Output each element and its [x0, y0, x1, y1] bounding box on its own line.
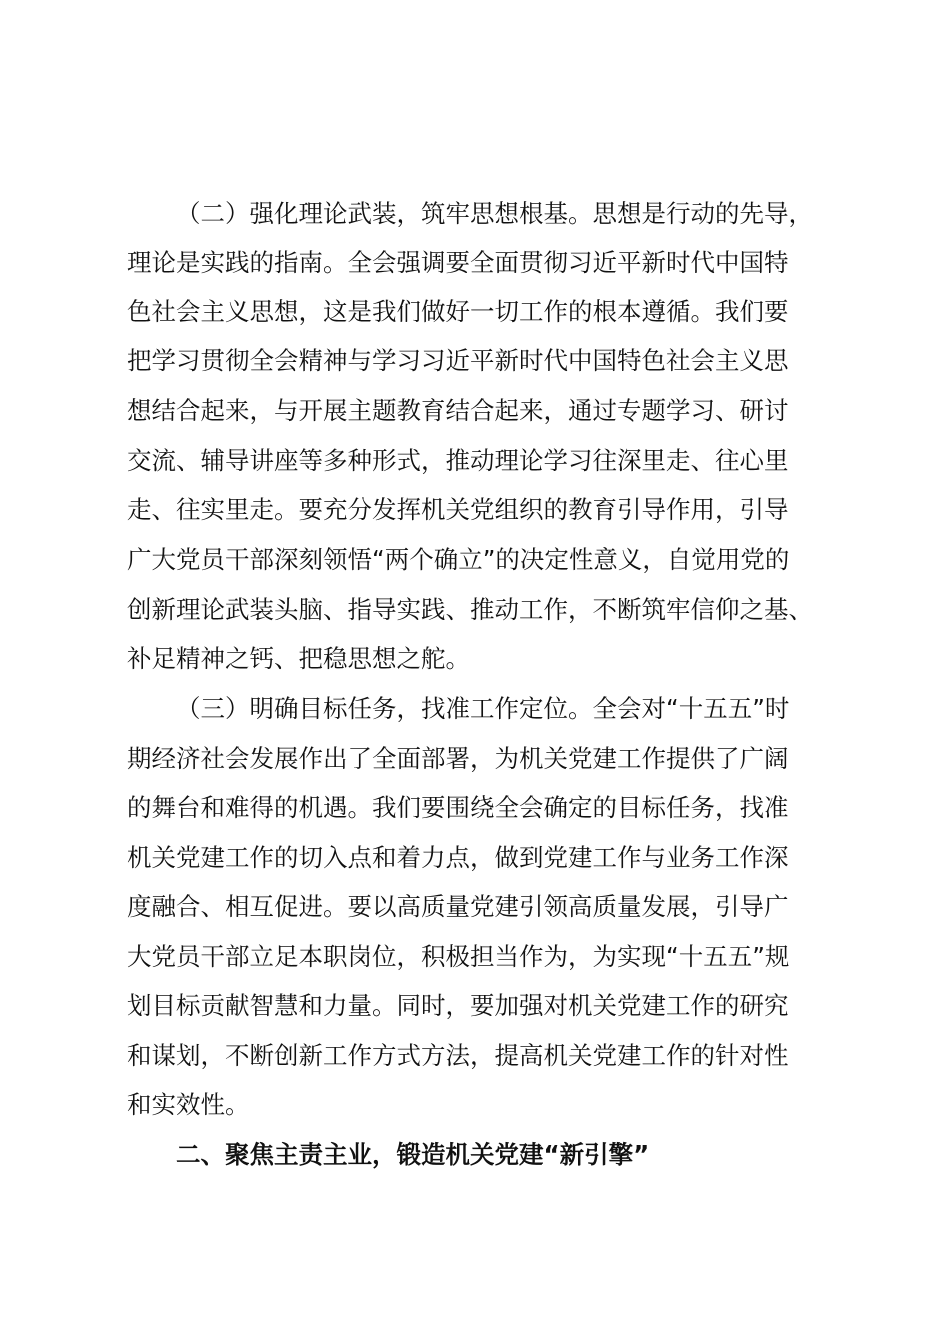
- text-line: 走、往实里走。要充分发挥机关党组织的教育引导作用，引导: [127, 495, 789, 524]
- text-line: 和谋划，不断创新工作方式方法，提高机关党建工作的针对性: [127, 1041, 789, 1070]
- text-line: （二）强化理论武装，筑牢思想根基。思想是行动的先导，: [176, 199, 813, 228]
- text-line: 色社会主义思想，这是我们做好一切工作的根本遵循。我们要: [127, 297, 789, 326]
- text-line: 期经济社会发展作出了全面部署，为机关党建工作提供了广阔: [127, 744, 789, 773]
- text-line: 划目标贡献智慧和力量。同时，要加强对机关党建工作的研究: [127, 991, 789, 1020]
- text-line: 补足精神之钙、把稳思想之舵。: [127, 644, 470, 673]
- text-line: 度融合、相互促进。要以高质量党建引领高质量发展，引导广: [127, 892, 789, 921]
- text-line: 交流、辅导讲座等多种形式，推动理论学习往深里走、往心里: [127, 446, 789, 475]
- text-line: 大党员干部立足本职岗位，积极担当作为，为实现“十五五”规: [127, 942, 790, 971]
- text-line: 的舞台和难得的机遇。我们要围绕全会确定的目标任务，找准: [127, 793, 789, 822]
- section-heading: 二、聚焦主责主业，锻造机关党建“新引擎”: [176, 1140, 650, 1169]
- text-line: （三）明确目标任务，找准工作定位。全会对“十五五”时: [176, 694, 790, 723]
- text-line: 广大党员干部深刻领悟“两个确立”的决定性意义，自觉用党的: [127, 545, 790, 574]
- text-line: 和实效性。: [127, 1090, 250, 1119]
- text-line: 理论是实践的指南。全会强调要全面贯彻习近平新时代中国特: [127, 248, 789, 277]
- text-line: 想结合起来，与开展主题教育结合起来，通过专题学习、研讨: [127, 396, 789, 425]
- text-line: 机关党建工作的切入点和着力点，做到党建工作与业务工作深: [127, 843, 789, 872]
- text-line: 把学习贯彻全会精神与学习习近平新时代中国特色社会主义思: [127, 346, 789, 375]
- text-line: 创新理论武装头脑、指导实践、推动工作，不断筑牢信仰之基、: [127, 595, 813, 624]
